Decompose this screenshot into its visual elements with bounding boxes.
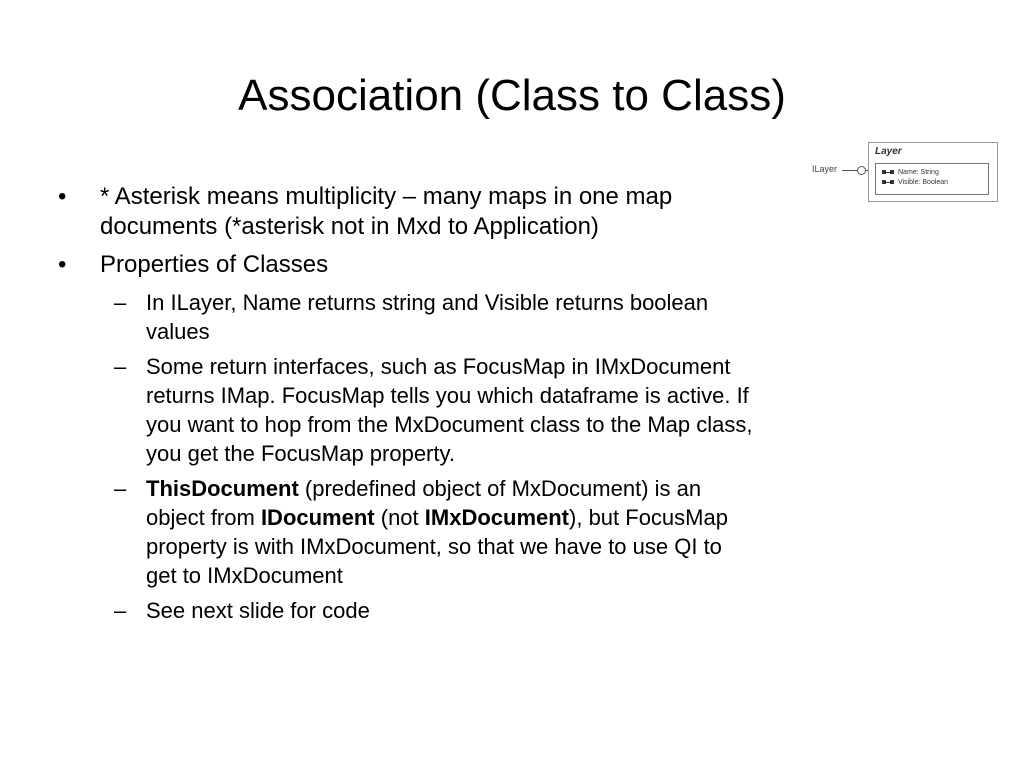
property-row xyxy=(882,169,939,176)
uml-class-diagram xyxy=(812,142,998,202)
class-name: Layer xyxy=(875,146,902,157)
bold-term-idocument: IDocument xyxy=(260,505,375,530)
sub-bullet-mark: – xyxy=(114,354,127,379)
bullet-item xyxy=(58,250,770,280)
text-segment: (not xyxy=(374,505,425,530)
sub-bullet-text xyxy=(146,474,754,590)
property-row xyxy=(882,179,948,186)
slide-body xyxy=(58,182,770,631)
sub-bullet-mark: – xyxy=(114,290,127,315)
property-box xyxy=(875,163,989,195)
bullet-text: Properties of Classes xyxy=(100,251,329,278)
sub-bullet-item xyxy=(114,474,754,590)
bullet-mark: • xyxy=(58,251,67,278)
sub-bullet-item xyxy=(114,288,754,346)
sub-bullet-item xyxy=(114,596,754,625)
bold-term-imxdocument: IMxDocument xyxy=(424,505,570,530)
bold-term-thisdocument: ThisDocument xyxy=(146,476,299,501)
property-icon xyxy=(882,170,894,175)
property-text: Visible: Boolean xyxy=(898,179,949,186)
bullet-mark: • xyxy=(58,183,67,210)
sub-bullet-mark: – xyxy=(114,598,127,623)
connector-line xyxy=(842,170,858,171)
property-icon xyxy=(882,180,894,185)
sub-bullet-text: In ILayer, Name returns string and Visible returns boolean values xyxy=(146,290,709,344)
slide-title: Association (Class to Class) xyxy=(238,71,786,120)
sub-bullet-mark: – xyxy=(114,476,127,501)
sub-bullet-text: Some return interfaces, such as FocusMap in IMxDocument returns IMap. FocusMap tells you which dataframe is active. If you want to hop from the MxDocument class to the Map class, you get the FocusMap property. xyxy=(146,354,753,466)
property-text: Name: String xyxy=(898,169,939,176)
bullet-text: * Asterisk means multiplicity – many maps in one map documents (*asterisk not in Mxd to Application) xyxy=(100,183,673,240)
bullet-item xyxy=(58,182,770,242)
sub-bullet-item xyxy=(114,352,754,468)
interface-label: ILayer xyxy=(812,164,838,174)
sub-bullet-text: See next slide for code xyxy=(146,598,370,623)
text-segment: ), but FocusMap property is with IMxDocument, so that we have to use QI to get to IMxDocument xyxy=(146,505,728,588)
text-segment: (predefined object of MxDocument) is an object from xyxy=(146,476,702,530)
class-box xyxy=(868,142,998,202)
